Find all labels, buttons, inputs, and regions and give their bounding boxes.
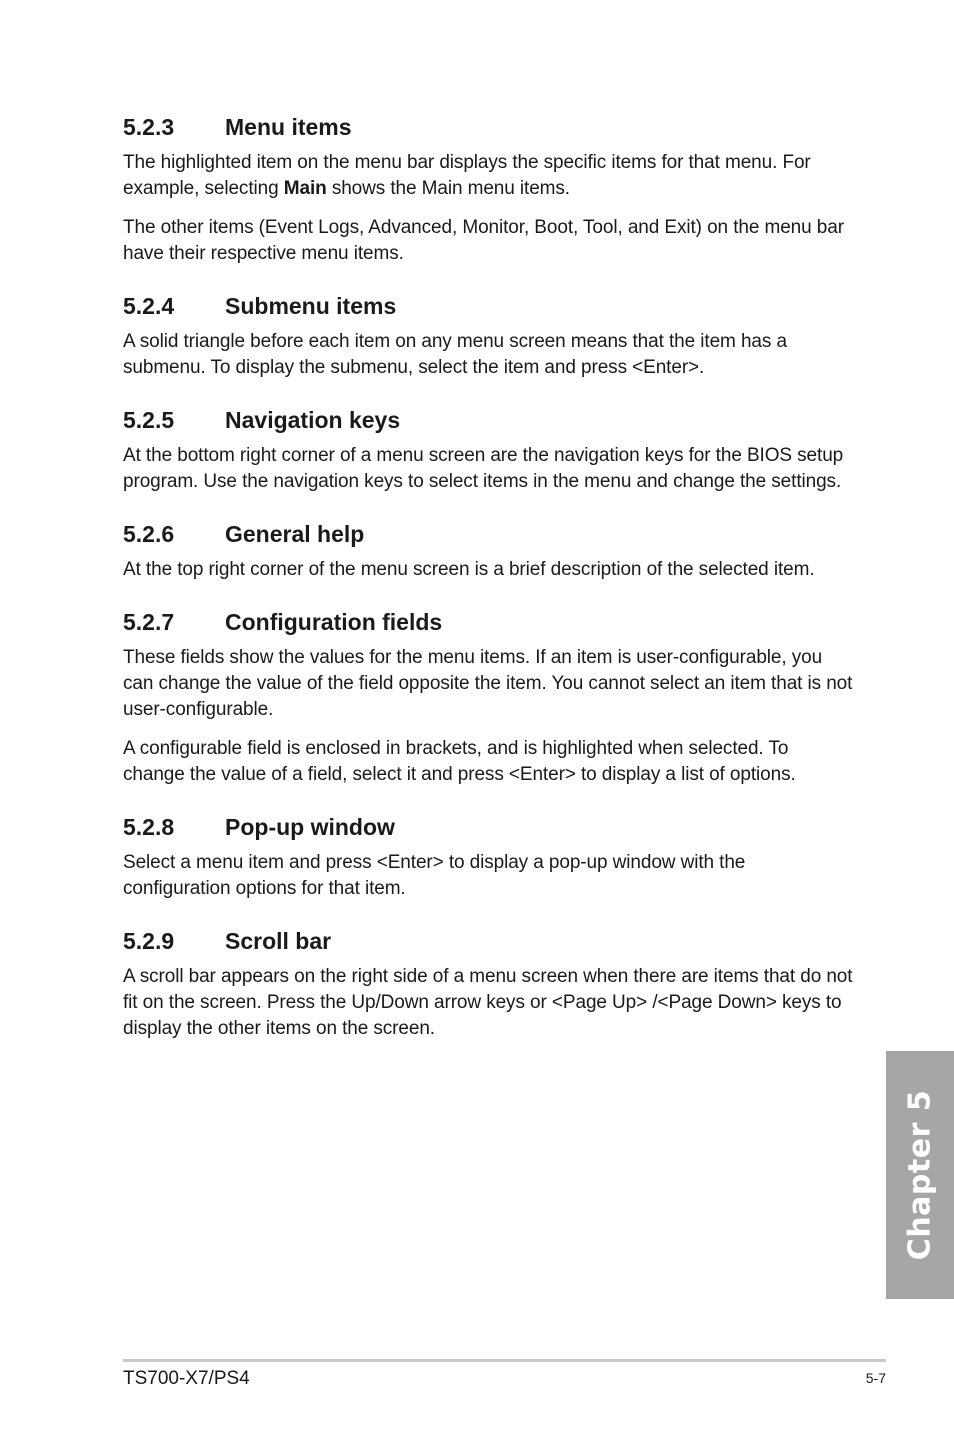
section-heading: [123, 112, 853, 142]
paragraph: [123, 150, 853, 202]
section-heading: [123, 926, 853, 956]
paragraph: These fields show the values for the menu items. If an item is user-configurable, you can change the value of the field opposite the item. You cannot select an item that is not user-configurable.: [123, 647, 853, 720]
section-pop-up-window: [123, 812, 853, 902]
section-heading: [123, 812, 853, 842]
section-submenu-items: [123, 291, 853, 381]
paragraph: At the top right corner of the menu screen is a brief description of the selected item.: [123, 559, 815, 580]
text-run: The highlighted item on the menu bar displays the specific items for that menu. For example, selecting: [123, 152, 811, 199]
section-number: 5.2.5: [123, 407, 175, 433]
footer-page-number: 5-7: [865, 1370, 886, 1386]
chapter-tab-label: Chapter 5: [902, 1089, 938, 1261]
section-heading: [123, 405, 853, 435]
paragraph: At the bottom right corner of a menu screen are the navigation keys for the BIOS setup program. Use the navigation keys to select items in the menu and change the settings.: [123, 445, 844, 492]
paragraph: Select a menu item and press <Enter> to display a pop-up window with the configuration options for that item.: [123, 852, 746, 899]
section-configuration-fields: [123, 607, 853, 788]
page-content: [123, 112, 853, 1042]
section-number: 5.2.9: [123, 928, 175, 954]
section-title: Submenu items: [225, 293, 397, 319]
paragraph: A scroll bar appears on the right side of a menu screen when there are items that do not fit on the screen. Press the Up/Down arrow keys or <Page Up> /<Page Down> keys to display the other items on the screen.: [123, 966, 853, 1039]
section-heading: [123, 291, 853, 321]
section-heading: [123, 519, 853, 549]
section-number: 5.2.3: [123, 114, 175, 140]
chapter-tab: [886, 1051, 954, 1299]
section-heading: [123, 607, 853, 637]
section-number: 5.2.4: [123, 293, 175, 319]
section-title: Pop-up window: [225, 814, 395, 840]
section-title: General help: [225, 521, 365, 547]
section-scroll-bar: [123, 926, 853, 1042]
section-menu-items: [123, 112, 853, 267]
section-number: 5.2.6: [123, 521, 175, 547]
footer-model-name: TS700-X7/PS4: [123, 1368, 250, 1389]
section-navigation-keys: [123, 405, 853, 495]
paragraph: The other items (Event Logs, Advanced, Monitor, Boot, Tool, and Exit) on the menu bar have their respective menu items.: [123, 217, 844, 264]
section-title: Scroll bar: [225, 928, 332, 954]
footer-divider: [123, 1359, 886, 1362]
section-title: Navigation keys: [225, 407, 401, 433]
section-number: 5.2.7: [123, 609, 175, 635]
paragraph: A configurable field is enclosed in brackets, and is highlighted when selected. To change the value of a field, select it and press <Enter> to display a list of options.: [123, 738, 796, 785]
section-title: Menu items: [225, 114, 352, 140]
bold-term-main: Main: [283, 178, 327, 199]
section-general-help: [123, 519, 853, 583]
section-number: 5.2.8: [123, 814, 175, 840]
paragraph: A solid triangle before each item on any menu screen means that the item has a submenu. To display the submenu, select the item and press <Enter>.: [123, 331, 787, 378]
section-title: Configuration fields: [225, 609, 443, 635]
text-run: shows the Main menu items.: [326, 178, 570, 199]
